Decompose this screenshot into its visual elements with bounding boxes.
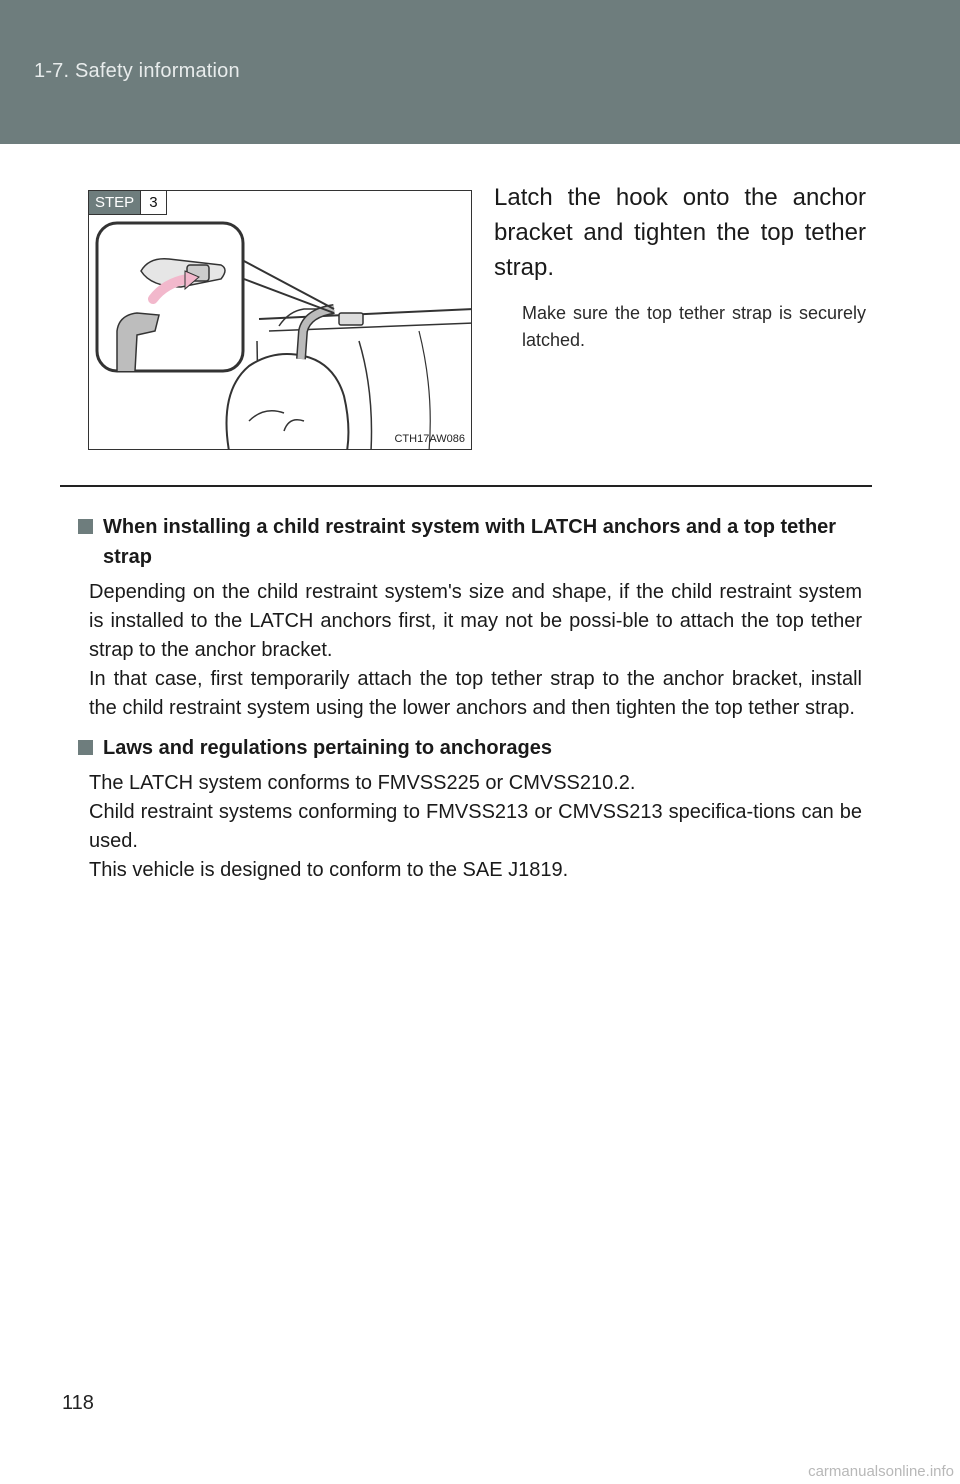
note-block-latch (78, 512, 862, 723)
note-body (78, 769, 862, 885)
note-body (78, 578, 862, 723)
note-heading (78, 733, 862, 763)
note-block-laws (78, 733, 862, 885)
note-paragraph: The LATCH system conforms to FMVSS225 or CMVSS210.2. (89, 772, 636, 794)
note-heading-text: Laws and regulations pertaining to anchorages (103, 737, 552, 759)
note-paragraph: Depending on the child restraint system's size and shape, if the child restraint system is installed to the LATCH anchors first, it may not be possi-ble to attach the top tether strap to the anchor bracket. (89, 581, 862, 661)
watermark: carmanualsonline.info (808, 1463, 954, 1480)
page-number: 118 (62, 1392, 94, 1414)
note-heading (78, 512, 862, 572)
illustration-figure (88, 190, 472, 450)
header-band (0, 0, 960, 144)
section-title: 1-7. Safety information (34, 60, 240, 82)
bullet-square-icon (78, 519, 93, 534)
note-paragraph: This vehicle is designed to conform to the SAE J1819. (89, 859, 569, 881)
step-badge (89, 191, 167, 215)
child-seat-tether-illustration (89, 191, 472, 450)
note-paragraph: Child restraint systems conforming to FMVSS213 or CMVSS213 specifica-tions can be used. (89, 801, 862, 852)
notes-section (78, 512, 862, 895)
step-label: STEP (89, 191, 141, 215)
figure-code: CTH17AW086 (394, 433, 465, 445)
step-note: Make sure the top tether strap is securely latched. (522, 303, 866, 350)
note-heading-text: When installing a child restraint system with LATCH anchors and a top tether strap (103, 516, 837, 568)
step-number: 3 (141, 191, 166, 215)
bullet-square-icon (78, 740, 93, 755)
note-paragraph: In that case, first temporarily attach the top tether strap to the anchor bracket, install the child restraint system using the lower anchors and then tighten the top tether strap. (89, 668, 862, 719)
step-instruction: Latch the hook onto the anchor bracket and tighten the top tether strap. (494, 184, 866, 281)
section-divider (60, 485, 872, 487)
